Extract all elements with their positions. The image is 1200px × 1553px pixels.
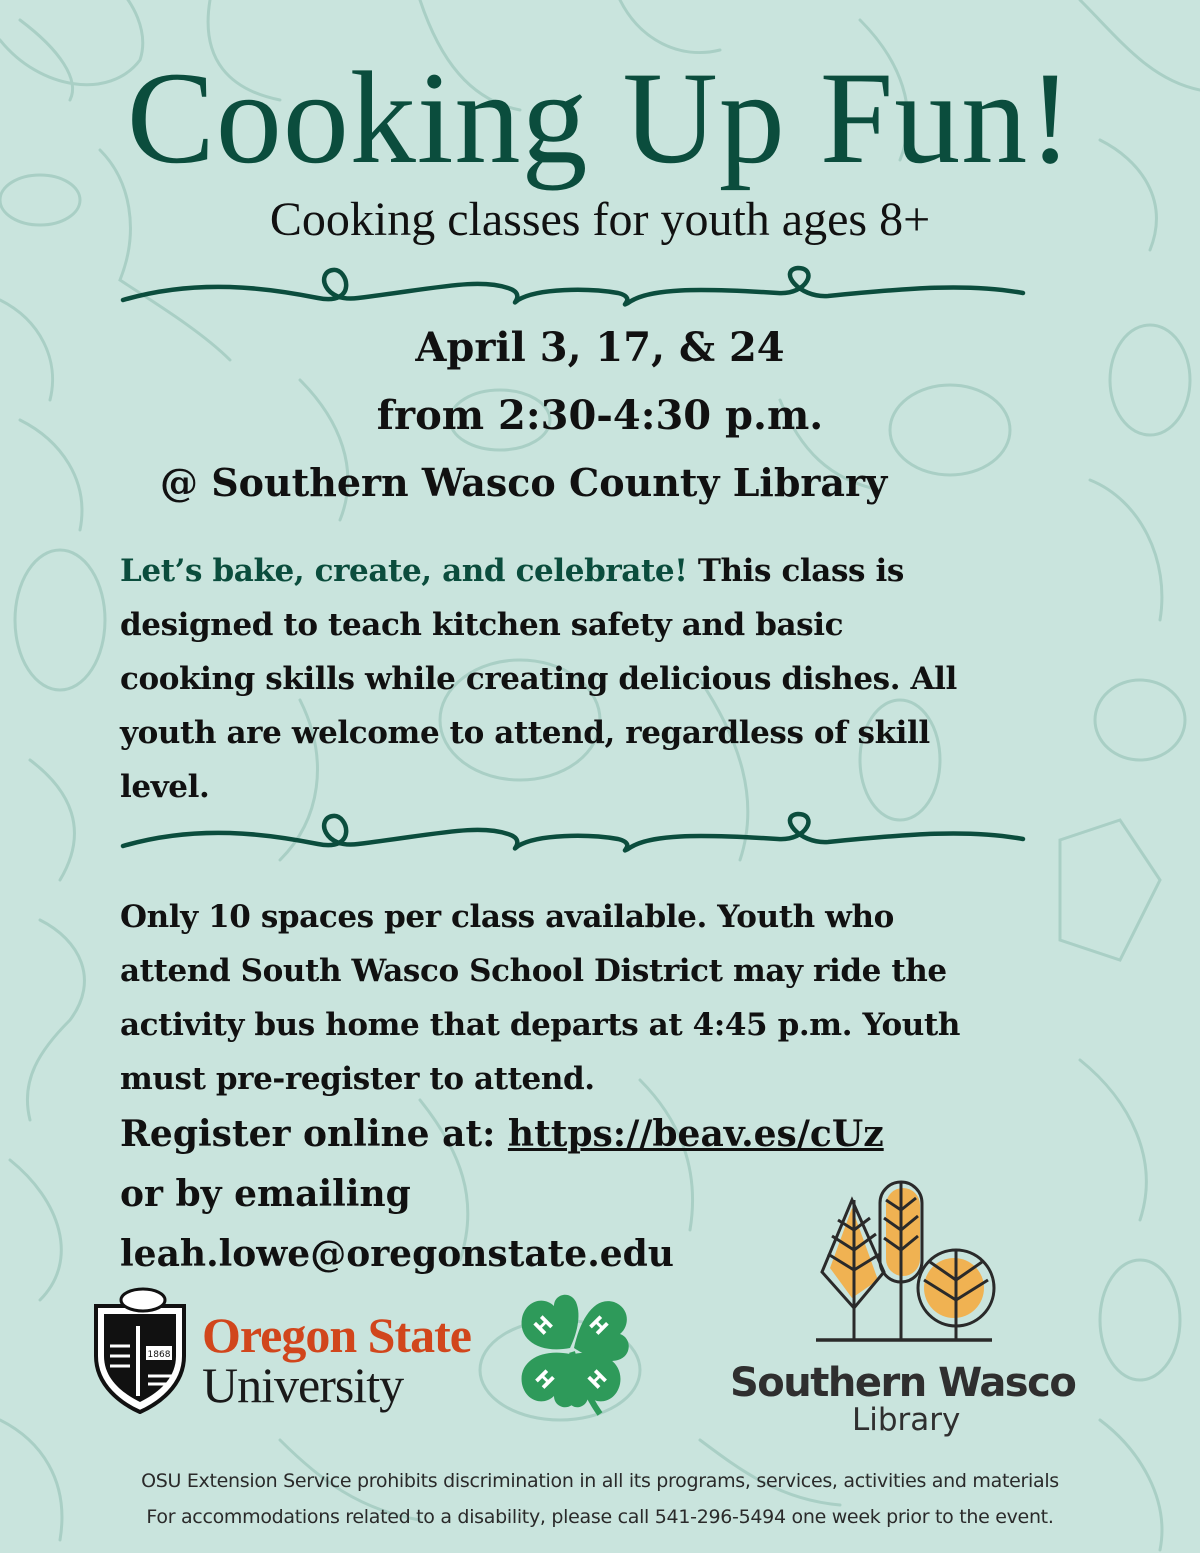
osu-wordmark-line1: Oregon State <box>202 1307 471 1363</box>
details-line: activity bus home that departs at 4:45 p.m. Youth <box>120 1007 960 1043</box>
event-venue: @ Southern Wasco County Library <box>160 460 888 505</box>
registration-link[interactable]: https://beav.es/cUz <box>507 1113 884 1155</box>
details-paragraph <box>120 890 1120 1106</box>
event-dates: April 3, 17, & 24 <box>415 324 785 371</box>
osu-wordmark-line2: University <box>202 1357 404 1413</box>
osu-seal-logo <box>88 1286 192 1414</box>
registration-online-label: Register online at: <box>120 1113 508 1155</box>
registration-email-label: or by emailing <box>120 1173 411 1215</box>
svg-text:H: H <box>582 1364 612 1394</box>
description-line: level. <box>120 769 210 805</box>
description-line: designed to teach kitchen safety and basic <box>120 607 844 643</box>
description-line: youth are welcome to attend, regardless of skill <box>120 715 930 751</box>
footer-nondiscrimination: OSU Extension Service prohibits discrimination in all its programs, services, activities and materials <box>141 1470 1059 1492</box>
svg-text:H: H <box>584 1310 614 1340</box>
svg-text:1868: 1868 <box>147 1350 171 1360</box>
decorative-flourish-middle <box>118 804 1028 864</box>
description-line: cooking skills while creating delicious dishes. All <box>120 661 957 697</box>
page-subtitle: Cooking classes for youth ages 8+ <box>269 193 931 246</box>
svg-text:H: H <box>528 1310 558 1340</box>
details-line: attend South Wasco School District may ride the <box>120 953 947 989</box>
library-wordmark-sub: Library <box>852 1402 961 1438</box>
description-paragraph <box>120 544 1120 814</box>
southern-wasco-library-tree-logo <box>816 1180 996 1360</box>
registration-email[interactable]: leah.lowe@oregonstate.edu <box>120 1233 674 1275</box>
registration-online <box>120 1104 1020 1164</box>
library-wordmark: Southern Wasco <box>730 1360 1076 1406</box>
details-line: must pre-register to attend. <box>120 1061 595 1097</box>
event-time: from 2:30-4:30 p.m. <box>376 392 824 439</box>
four-h-clover-logo <box>510 1290 634 1418</box>
details-line: Only 10 spaces per class available. Youth who <box>120 899 894 935</box>
svg-text:H: H <box>530 1364 560 1394</box>
description-lead: Let’s bake, create, and celebrate! <box>120 553 688 589</box>
description-line: This class is <box>687 553 904 589</box>
page-title: Cooking Up Fun! <box>126 44 1074 191</box>
footer-accommodations: For accommodations related to a disability, please call 541-296-5494 one week prior to the event. <box>146 1506 1054 1528</box>
decorative-flourish-top <box>118 258 1028 318</box>
